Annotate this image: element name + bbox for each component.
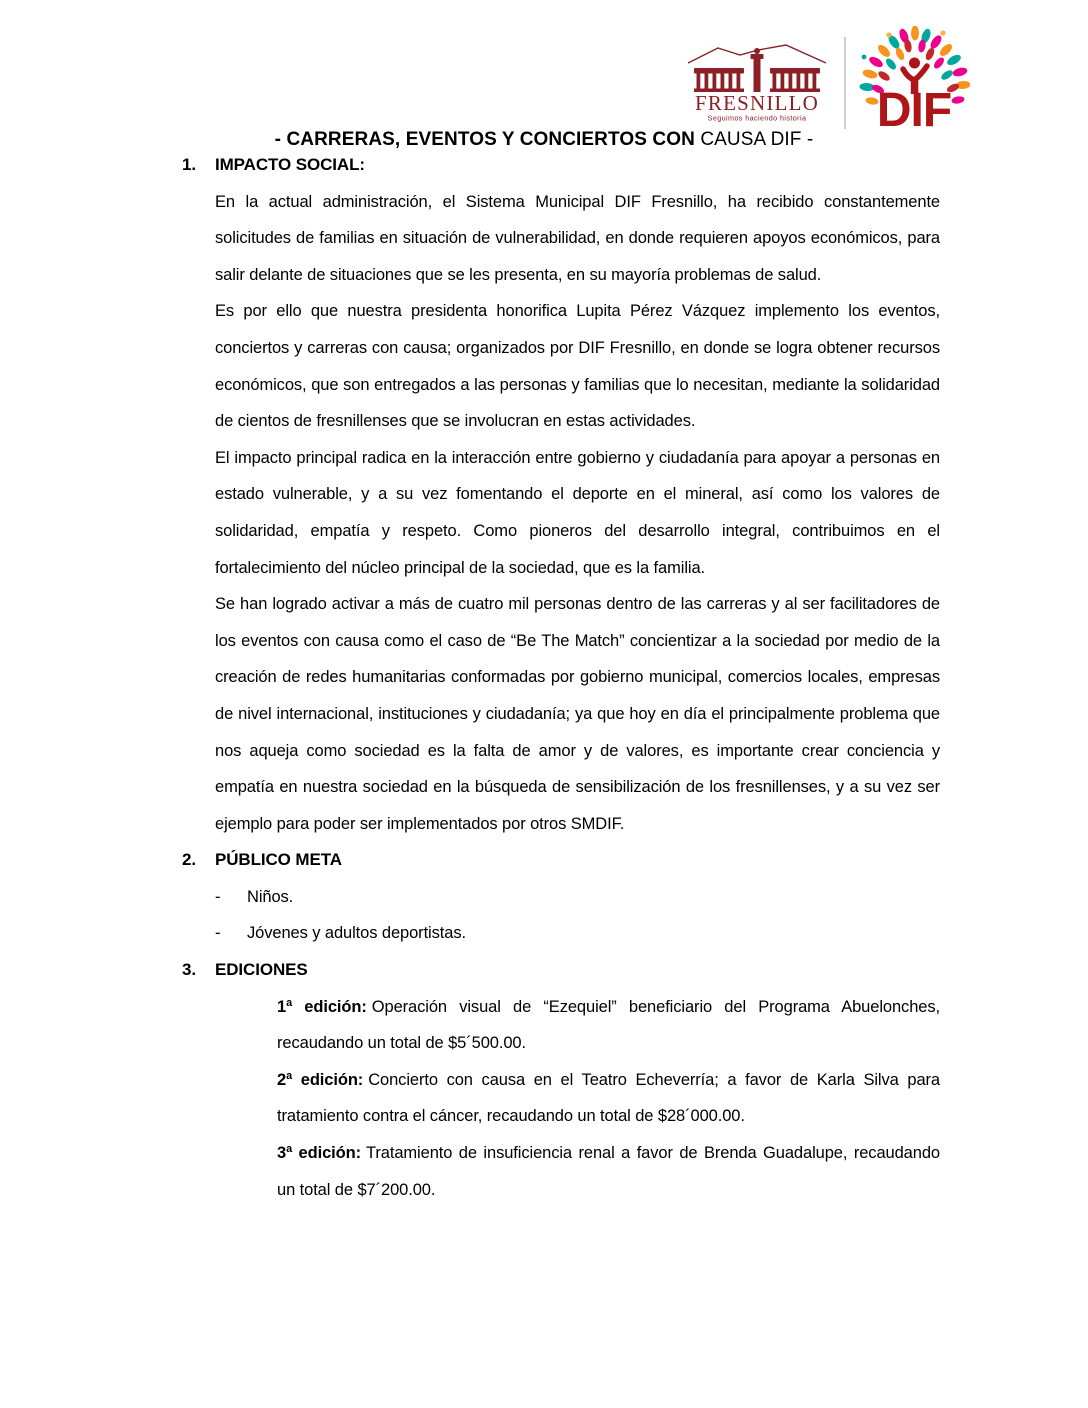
document-body [182,147,940,1208]
document-title-regular: CAUSA DIF - [700,129,814,150]
paragraph: En la actual administración, el Sistema Municipal DIF Fresnillo, ha recibido constantemente solicitudes de familias en situación de vulnerabilidad, en donde requieren apoyos económicos, para salir delante de situaciones que se les presenta, en su mayoría problemas de salud. [215,192,940,284]
fresnillo-logo-name: FRESNILLO [695,91,819,115]
bullet-dash: - [215,924,221,943]
section-number: 1. [182,155,196,174]
paragraph: Se han logrado activar a más de cuatro mil personas dentro de las carreras y al ser facilitadores de los eventos con causa como el caso de “Be The Match” concientizar a la sociedad por medio de la creación de redes humanitarias conformadas por gobierno municipal, comercios locales, empresas de nivel internacional, instituciones y ciudadanía; ya que hoy en día el principalmente problema que nos aqueja como sociedad es la falta de amor y de valores, es importante crear conciencia y empatía en nuestra sociedad en la búsqueda de sensibilización de los fresnillenses, y a su vez ser ejemplo para poder ser implementados por otros SMDIF. [215,595,940,833]
section-heading-impacto-social [182,147,940,184]
bullet-dash: - [215,887,221,906]
edition-label: 3ª edición: [277,1144,362,1163]
section-number: 3. [182,960,196,980]
logo-divider [844,37,846,129]
edition-entry [277,989,940,1062]
section-heading-label: IMPACTO SOCIAL: [215,155,365,174]
section-heading-publico-meta [182,842,940,879]
edition-entry [277,1135,940,1208]
dif-logo-icon [858,26,970,140]
edition-text: Operación visual de “Ezequiel” beneficiario del Programa Abuelonches, recaudando un total de $5´500.00. [277,997,940,1053]
section-number: 2. [182,850,196,870]
edition-entry [277,1062,940,1135]
section-heading-label: PÚBLICO META [215,850,342,870]
fresnillo-building-icon [694,48,820,92]
fresnillo-logo-tagline: Seguimos haciendo historia [707,113,807,123]
paragraph: Es por ello que nuestra presidenta honorifica Lupita Pérez Vázquez implemento los eventos, conciertos y carreras con causa; organizados por DIF Fresnillo, en donde se logra obtener recursos económicos, que son entregados a las personas y familias que lo necesitan, mediante la solidaridad de cientos de fresnillenses que se involucran en estas actividades. [215,302,940,431]
section-heading-label: EDICIONES [215,960,308,980]
header-logos [682,26,970,140]
edition-text: Concierto con causa en el Teatro Echeverría; a favor de Karla Silva para tratamiento contra el cáncer, recaudando un total de $28´000.00. [277,1070,940,1126]
paragraph: El impacto principal radica en la interacción entre gobierno y ciudadanía para apoyar a personas en estado vulnerable, y a su vez fomentando el deporte en el mineral, así como los valores de solidaridad, empatía y respeto. Como pioneros del desarrollo integral, contribuimos en el fortalecimiento del núcleo principal de la sociedad, que es la familia. [215,448,940,577]
fresnillo-logo-icon [682,41,832,125]
list-item [215,879,940,916]
section-heading-ediciones [182,952,940,989]
bullet-text: Jóvenes y adultos deportistas. [247,924,466,943]
list-item [215,915,940,952]
bullet-text: Niños. [247,887,294,906]
document-title-bold: - CARRERAS, EVENTOS Y CONCIERTOS CON [274,129,695,150]
dif-logo-text: DIF [876,84,952,137]
edition-label: 1ª edición: [277,997,367,1016]
edition-label: 2ª edición: [277,1070,364,1089]
edition-text: Tratamiento de insuficiencia renal a favor de Brenda Guadalupe, recaudando un total de $7´200.00. [277,1144,940,1199]
